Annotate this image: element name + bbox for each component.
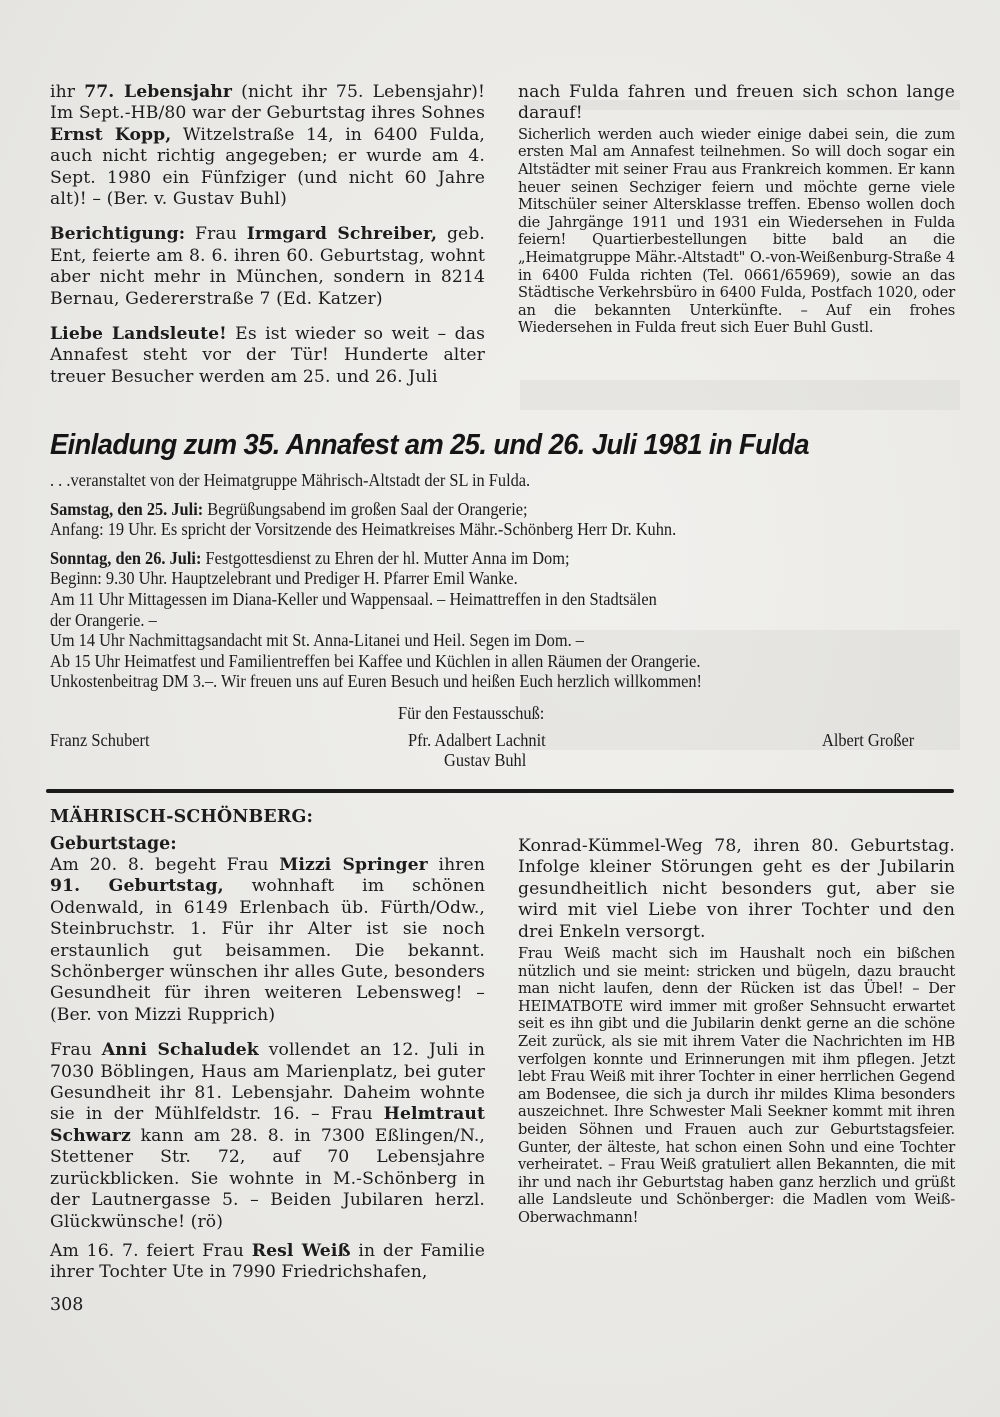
invitation-sunday bbox=[50, 548, 955, 692]
bold-text-run: Berichtigung: bbox=[50, 224, 186, 245]
paragraph-kopp-correction bbox=[50, 82, 485, 210]
saturday-line-2: Anfang: 19 Uhr. Es spricht der Vorsitzende des Heimatkreises Mähr.-Schönberg Herr Dr. Kuhn. bbox=[50, 519, 677, 540]
bold-text-run: Helmtraut Schwarz bbox=[50, 1104, 485, 1146]
paragraph-schaludek-schwarz bbox=[50, 1040, 485, 1233]
sunday-line: Ab 15 Uhr Heimatfest und Familientreffen bei Kaffee und Küchlen in allen Räumen der Orangerie. bbox=[50, 650, 701, 671]
bold-text-run: Resl Weiß bbox=[251, 1240, 351, 1261]
sunday-line: der Orangerie. – bbox=[50, 609, 157, 630]
text-run: Am 16. 7. feiert Frau bbox=[50, 1240, 252, 1261]
text-run: in der Familie ihrer Tochter Ute in 7990 Friedrichshafen, bbox=[50, 1240, 486, 1283]
paragraph-annafest-details: Sicherlich werden auch wieder einige dabei sein, die zum ersten Mal am Annafest teilnehmen. So will doch sogar ein Altstädter mit seiner Frau aus Frankreich kommen. Er kann heuer seinen Sechziger feiern und möchte gerne viele Mitschüler seiner Altersklasse treffen. Ebenso wollen doch die Jahrgänge 1911 und 1931 ein Wiedersehen in Fulda feiern! Quartierbestellungen bitte bald an die „Heimatgruppe Mähr.-Altstadt" O.-von-Weißenburg-Straße 4 in 6400 Fulda richten (Tel. 0661/65969), sowie an das Städtische Verkehrsbüro in 6400 Fulda, Postfach 1020, oder an die bekannten Unterkünfte. – Auf ein frohes Wiedersehen in Fulda freut sich Euer Buhl Gustl. bbox=[518, 125, 955, 337]
signature-intro: Für den Festausschuß: bbox=[398, 703, 545, 723]
text-run: Frau bbox=[50, 1040, 102, 1061]
signatory-name: Albert Großer bbox=[822, 730, 915, 750]
left-column-bottom bbox=[50, 806, 485, 1284]
sunday-line: Um 14 Uhr Nachmittagsandacht mit St. Anna-Litanei und Heil. Segen im Dom. – bbox=[50, 630, 584, 651]
sunday-line-1: Festgottesdienst zu Ehren der hl. Mutter Anna im Dom; bbox=[201, 547, 570, 568]
text-run: ihr bbox=[50, 82, 85, 102]
invitation-block bbox=[50, 428, 955, 692]
paragraph-springer bbox=[50, 855, 485, 1026]
text-run: Frau bbox=[185, 224, 247, 245]
paragraph-berichtigung bbox=[50, 224, 485, 310]
text-run: Witzelstraße 14, in 6400 Fulda, auch nicht richtig angegeben; er wurde am 4. Sept. 1980 ein Fünfziger (und nicht 60 Jahre alt)! – (Ber. v. Gustav Buhl) bbox=[50, 124, 485, 210]
sunday-label: Sonntag, den 26. Juli: bbox=[50, 547, 202, 568]
bold-text-run: Ernst Kopp, bbox=[50, 124, 172, 145]
bold-text-run: 77. Lebensjahr bbox=[84, 82, 233, 102]
section-title: MÄHRISCH-SCHÖNBERG: bbox=[50, 807, 314, 827]
paragraph-weiss-continued: Konrad-Kümmel-Weg 78, ihren 80. Geburtstag. Infolge kleiner Störungen geht es der Jubilarin gesundheitlich nicht besonders gut, aber sie wird mit viel Liebe von ihrer Tochter und den drei Enkeln versorgt. bbox=[518, 836, 955, 942]
bold-text-run: Liebe Landsleute! bbox=[50, 324, 227, 345]
text-run: Am 20. 8. begeht Frau bbox=[50, 855, 280, 875]
sunday-line: Beginn: 9.30 Uhr. Hauptzelebrant und Prediger H. Pfarrer Emil Wanke. bbox=[50, 568, 518, 589]
text-run: vollendet an 12. Juli in 7030 Böblingen, Haus am Marienplatz, bei guter Gesundheit ihr 81. Lebensjahr. Daheim wohnte sie in der Mühlfeldstr. 16. – Frau bbox=[50, 1040, 486, 1125]
sunday-line: Am 11 Uhr Mittagessen im Diana-Keller und Wappensaal. – Heimattreffen in den Stadtsälen bbox=[50, 588, 657, 609]
page-number: 308 bbox=[50, 1295, 84, 1315]
signatory-name: Franz Schubert bbox=[50, 730, 150, 750]
right-column-top bbox=[518, 82, 955, 337]
sunday-line: Unkostenbeitrag DM 3.–. Wir freuen uns auf Euren Besuch und heißen Euch herzlich willkommen! bbox=[50, 671, 702, 692]
bold-text-run: 91. Geburtstag, bbox=[50, 876, 224, 897]
invitation-title: Einladung zum 35. Annafest am 25. und 26. Juli 1981 in Fulda bbox=[50, 429, 809, 461]
paragraph-weiss bbox=[50, 1241, 485, 1284]
text-run: kann am 28. 8. in 7300 Eßlingen/N., Stettener Str. 72, auf 70 Lebensjahre zurückblicken. Sie wohnte in M.-Schönberg in der Lautnergasse 5. – Beiden Jubilaren herzl. Glückwünsche! (rö) bbox=[50, 1125, 485, 1232]
left-column-top bbox=[50, 82, 485, 388]
saturday-line-1: Begrüßungsabend im großen Saal der Orangerie; bbox=[203, 498, 528, 519]
text-run: ihren bbox=[427, 855, 485, 875]
right-column-bottom bbox=[518, 836, 955, 1227]
text-run: (nicht ihr 75. Lebensjahr)! Im Sept.-HB/80 war der Geburtstag ihres Sohnes bbox=[50, 82, 485, 124]
saturday-label: Samstag, den 25. Juli: bbox=[50, 498, 204, 519]
subsection-title: Geburtstage: bbox=[50, 834, 177, 854]
invitation-intro: . . .veranstaltet von der Heimatgruppe Mährisch-Altstadt der SL in Fulda. bbox=[50, 470, 531, 490]
text-run: Es ist wieder so weit – das Annafest steht vor der Tür! Hunderte alter treuer Besucher werden am 25. und 26. Juli bbox=[50, 324, 485, 387]
paragraph-weiss-details: Frau Weiß macht sich im Haushalt noch ein bißchen nützlich und sie meint: stricken und bügeln, dazu braucht man nicht laufen, denn der Rücken ist das Übel! – Der HEIMATBOTE wird immer mit großer Sehnsucht erwartet seit es ihn gibt und die Jubilarin denkt gerne an die schöne Zeit zurück, als sie mit ihrem Vater die Nachrichten im HB verfolgen konnte und Erinnerungen mit ihm pflegen. Jetzt lebt Frau Weiß mit ihrer Tochter in einer herrlichen Gegend am Bodensee, die sich ja durch ihr mildes Klima besonders auszeichnet. Ihre Schwester Mali Seekner kommt mit ihren beiden Söhnen und Frauen auch zur Geburtstagsfeier. Gunter, der älteste, hat schon einen Sohn und eine Tochter verheiratet. – Frau Weiß gratuliert allen Bekannten, die mit ihr und nach ihr Geburtstag haben ganz herzlich und grüßt alle Landsleute und Schönberger: die Madlen vom Weiß-Oberwachmann! bbox=[518, 945, 955, 1226]
bold-text-run: Mizzi Springer bbox=[279, 855, 428, 875]
text-run: wohnhaft im schönen Odenwald, in 6149 Erlenbach üb. Fürth/Odw., Steinbruchstr. 1. Für ihr Alter ist sie noch erstaunlich gut beisammen. Die bekannt. Schönberger wünschen ihr alles Gute, besonders Gesundheit für ihren weiteren Lebensweg! – (Ber. von Mizzi Rupprich) bbox=[50, 876, 485, 1025]
section-divider bbox=[46, 789, 954, 793]
paragraph-continuation: nach Fulda fahren und freuen sich schon lange darauf! bbox=[518, 82, 955, 124]
text-run: geb. Ent, feierte am 8. 6. ihren 60. Geburtstag, wohnt aber nicht mehr in München, sondern in 8214 Bernau, Gedererstraße 7 (Ed. Katzer) bbox=[50, 224, 485, 309]
invitation-saturday bbox=[50, 499, 955, 540]
bold-text-run: Irmgard Schreiber, bbox=[246, 224, 438, 245]
bold-text-run: Anni Schaludek bbox=[101, 1040, 259, 1061]
paragraph-liebe-landsleute bbox=[50, 324, 485, 388]
signatory-name: Gustav Buhl bbox=[444, 750, 527, 770]
signatory-name: Pfr. Adalbert Lachnit bbox=[408, 730, 546, 750]
